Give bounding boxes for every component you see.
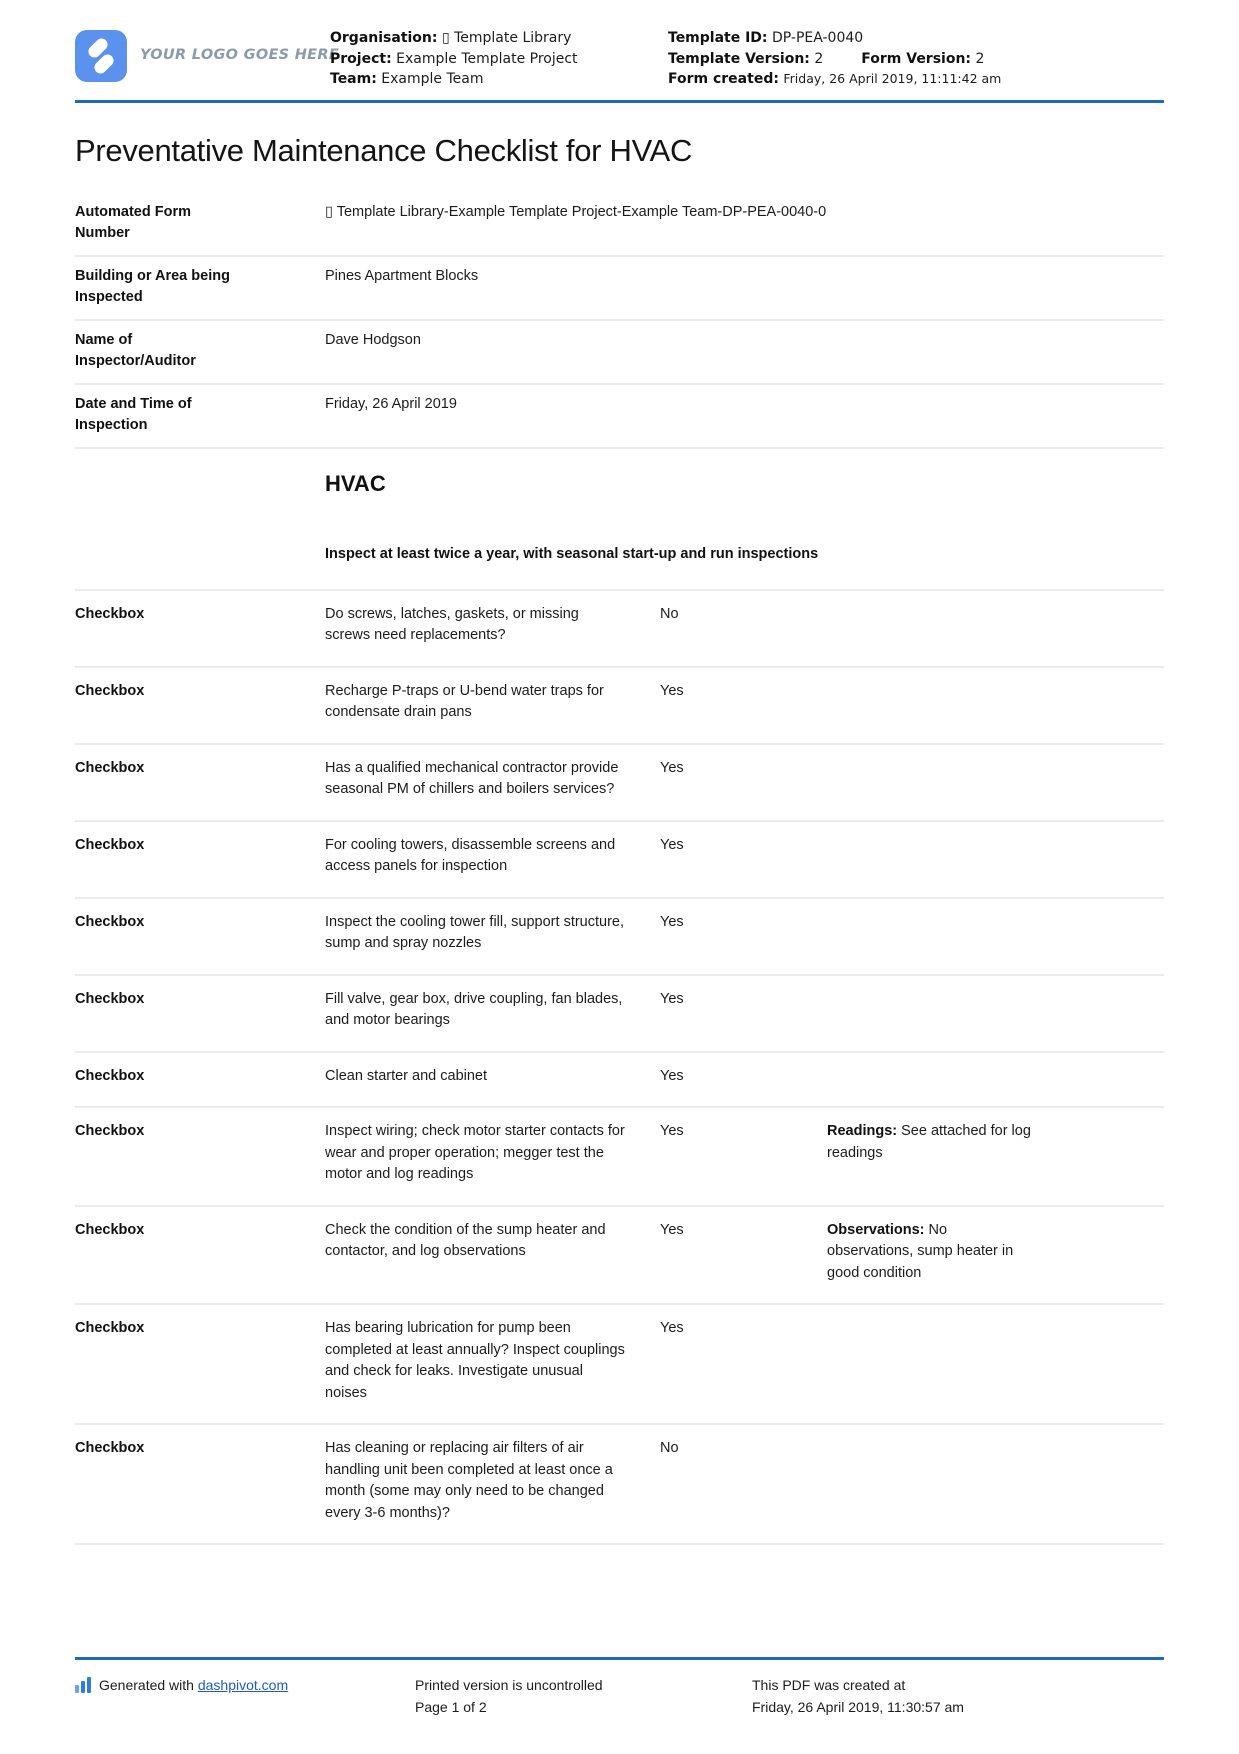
field-type-label: Checkbox	[75, 913, 145, 930]
checklist-answer: No	[660, 605, 679, 622]
checklist-question: Clean starter and cabinet	[325, 1067, 488, 1084]
template-version-value: 2	[814, 50, 824, 67]
checklist-extra-note	[827, 912, 1164, 955]
field-type-label: Checkbox	[75, 605, 145, 622]
checklist-extra-note	[827, 1438, 1164, 1524]
company-logo-icon	[75, 30, 127, 82]
checklist-answer: No	[660, 1440, 679, 1456]
dashpivot-bars-icon	[75, 1677, 91, 1693]
checklist-extra-note	[827, 989, 1164, 1032]
checklist-row	[75, 822, 1164, 899]
meta-field-value: Friday, 26 April 2019	[325, 395, 457, 412]
printed-version-text: Printed version is uncontrolled	[415, 1677, 603, 1693]
checklist-extra-note	[827, 604, 1164, 647]
checklist-question: Do screws, latches, gaskets, or missing screws need replacements?	[325, 605, 579, 643]
checklist-extra-note	[827, 1220, 1164, 1285]
template-id-line	[668, 28, 1164, 49]
form-version-value: 2	[975, 50, 985, 67]
header-template-block	[668, 28, 1164, 90]
checklist-answer: Yes	[660, 682, 684, 699]
field-type-label: Checkbox	[75, 1221, 145, 1238]
section-block	[75, 449, 1164, 591]
pdf-created-timestamp: Friday, 26 April 2019, 11:30:57 am	[752, 1699, 964, 1715]
checklist-answer: Yes	[660, 913, 684, 930]
dashpivot-link[interactable]: dashpivot.com	[197, 1677, 289, 1693]
extra-note-label: Observations:	[827, 1221, 925, 1238]
checklist-extra-note	[827, 1066, 1164, 1088]
template-version-label: Template Version:	[668, 50, 810, 67]
meta-field-label: Name of Inspector/Auditor	[75, 331, 196, 369]
checklist-question: Inspect the cooling tower fill, support structure, sump and spray nozzles	[325, 913, 625, 951]
checklist-row	[75, 1425, 1164, 1545]
footer-right	[752, 1674, 1164, 1718]
checklist-row	[75, 899, 1164, 976]
checklist-answer: Yes	[660, 990, 684, 1007]
logo-placeholder-text: YOUR LOGO GOES HERE	[140, 46, 340, 63]
page-number-text: Page 1 of 2	[415, 1699, 487, 1715]
checklist-question: Fill valve, gear box, drive coupling, fan blades, and motor bearings	[325, 990, 623, 1028]
checklist-row	[75, 1305, 1164, 1425]
field-type-label: Checkbox	[75, 759, 145, 776]
meta-field-value: ▯ Template Library-Example Template Project-Example Team-DP-PEA-0040-0	[325, 203, 827, 220]
field-type-label: Checkbox	[75, 682, 145, 699]
checklist-extra-note	[827, 1121, 1164, 1186]
form-created-label: Form created:	[668, 71, 779, 87]
logo-area	[75, 28, 340, 82]
header-org-block	[330, 28, 668, 90]
checklist-answer: Yes	[660, 759, 684, 776]
meta-field-value: Dave Hodgson	[325, 331, 421, 348]
meta-row	[75, 257, 1164, 321]
checklist-question: Has bearing lubrication for pump been completed at least annually? Inspect couplings and check for leaks. Investigate unusual noises	[325, 1320, 625, 1401]
template-id-value: DP-PEA-0040	[771, 30, 864, 46]
meta-field-label: Date and Time of Inspection	[75, 395, 192, 433]
generated-with-text: Generated with	[99, 1677, 194, 1693]
meta-field-label: Building or Area being Inspected	[75, 267, 230, 305]
checklist-row	[75, 976, 1164, 1053]
checklist-extra-note	[827, 1318, 1164, 1404]
team-value: Example Team	[381, 71, 484, 87]
organisation-label: Organisation:	[330, 30, 438, 46]
checklist-question: For cooling towers, disassemble screens and access panels for inspection	[325, 836, 616, 874]
extra-note-value: See attached for log readings	[827, 1123, 1031, 1161]
checklist-extra-note	[827, 758, 1164, 801]
meta-row	[75, 385, 1164, 449]
page-title: Preventative Maintenance Checklist for HVAC	[75, 132, 693, 168]
checklist-extra-note	[827, 835, 1164, 878]
form-meta-table	[75, 193, 1164, 449]
footer-generated	[75, 1674, 415, 1718]
pdf-created-label: This PDF was created at	[752, 1677, 906, 1693]
project-line	[330, 49, 668, 70]
extra-note-value: No observations, sump heater in good condition	[827, 1221, 1014, 1281]
header-divider	[75, 100, 1164, 103]
checklist-row	[75, 1207, 1164, 1306]
checklist-answer: Yes	[660, 1221, 684, 1238]
checklist-answer: Yes	[660, 1123, 684, 1139]
section-heading: HVAC	[325, 470, 386, 496]
form-created-value: Friday, 26 April 2019, 11:11:42 am	[783, 71, 1002, 86]
meta-field-label: Automated Form Number	[75, 203, 191, 241]
field-type-label: Checkbox	[75, 1320, 145, 1336]
page-header	[75, 0, 1164, 90]
checklist-question: Check the condition of the sump heater and contactor, and log observations	[325, 1221, 606, 1259]
extra-note-label: Readings:	[827, 1123, 898, 1139]
field-type-label: Checkbox	[75, 1123, 145, 1139]
project-value: Example Template Project	[396, 50, 578, 67]
team-label: Team:	[330, 71, 377, 87]
page-footer	[75, 1657, 1164, 1718]
checklist-row	[75, 745, 1164, 822]
checklist-table	[75, 591, 1164, 1546]
checklist-row	[75, 591, 1164, 668]
checklist-answer: Yes	[660, 1320, 684, 1336]
organisation-line	[330, 28, 668, 49]
field-type-label: Checkbox	[75, 1067, 145, 1084]
meta-field-value: Pines Apartment Blocks	[325, 267, 479, 284]
template-id-label: Template ID:	[668, 30, 768, 46]
project-label: Project:	[330, 50, 392, 67]
team-line	[330, 69, 668, 90]
versions-line	[668, 49, 1164, 70]
checklist-question: Inspect wiring; check motor starter contacts for wear and proper operation; megger test the motor and log readings	[325, 1123, 625, 1182]
checklist-answer: Yes	[660, 836, 684, 853]
checklist-question: Has a qualified mechanical contractor provide seasonal PM of chillers and boilers services?	[325, 759, 619, 797]
checklist-question: Has cleaning or replacing air filters of air handling unit been completed at least once a month (some may only need to be changed every 3-6 months)?	[325, 1440, 613, 1521]
form-created-line	[668, 69, 1164, 90]
form-version-label: Form Version:	[861, 50, 972, 67]
checklist-question: Recharge P-traps or U-bend water traps for condensate drain pans	[325, 682, 604, 720]
meta-row	[75, 321, 1164, 385]
checklist-row	[75, 1108, 1164, 1207]
field-type-label: Checkbox	[75, 990, 145, 1007]
footer-center	[415, 1674, 752, 1718]
field-type-label: Checkbox	[75, 1440, 145, 1456]
checklist-row	[75, 1053, 1164, 1109]
checklist-extra-note	[827, 681, 1164, 724]
checklist-answer: Yes	[660, 1067, 684, 1084]
organisation-value: ▯ Template Library	[441, 30, 572, 46]
field-type-label: Checkbox	[75, 836, 145, 853]
section-instruction: Inspect at least twice a year, with seasonal start-up and run inspections	[325, 545, 819, 562]
meta-row	[75, 193, 1164, 257]
checklist-row	[75, 668, 1164, 745]
